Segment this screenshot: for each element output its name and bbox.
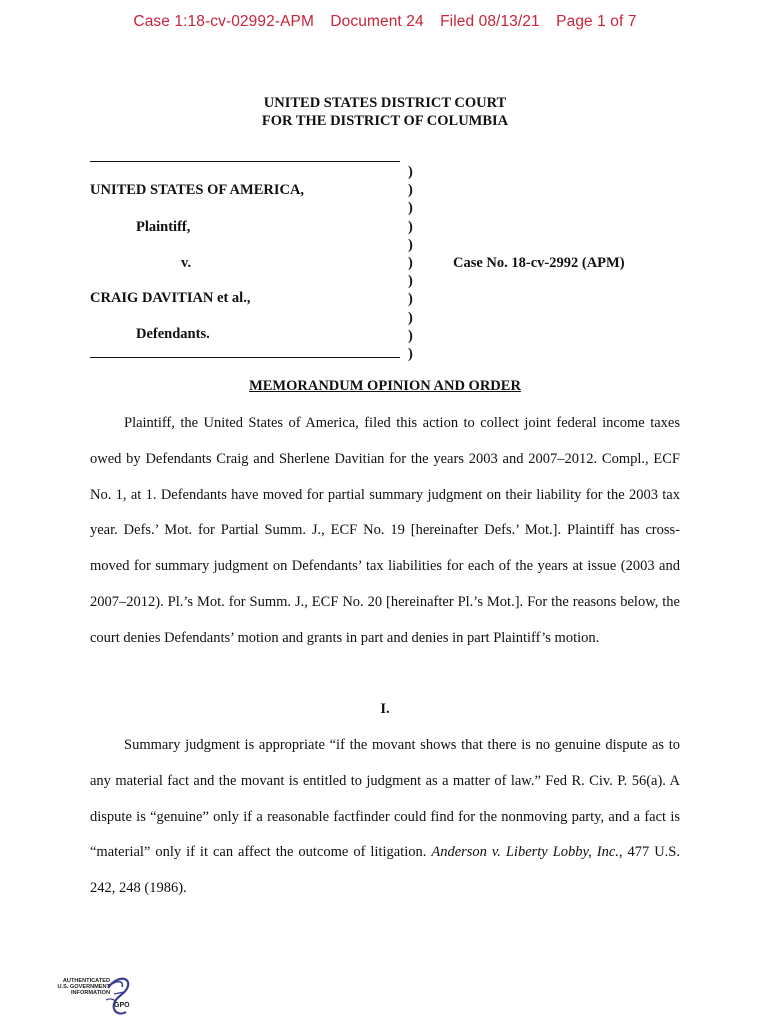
opinion-paragraph-2 [90,728,680,907]
gpo-seal-line-1: AUTHENTICATED [62,978,110,984]
caption-paren: ) [408,200,413,217]
paragraph-2-citation-tail: , 477 U.S. 242, 248 (1986). [90,844,680,897]
caption-paren: ) [408,273,413,290]
case-citation: Anderson v. Liberty Lobby, Inc. [431,844,619,861]
document-title: MEMORANDUM OPINION AND ORDER [249,378,521,394]
court-name-line-1: UNITED STATES DISTRICT COURT [263,95,507,111]
filed-date-stamp: Filed 08/13/21 [440,13,540,30]
caption-top-rule [90,161,400,162]
caption-paren: ) [408,291,413,308]
court-name-line-2: FOR THE DISTRICT OF COLUMBIA [261,113,509,129]
page-count-stamp: Page 1 of 7 [556,13,637,30]
section-heading: I. [380,701,390,717]
gpo-seal-line-3: INFORMATION [70,990,110,997]
caption-paren: ) [408,164,413,180]
case-number-stamp: Case 1:18-cv-02992-APM [133,13,314,30]
case-number: Case No. 18-cv-2992 (APM) [453,255,625,271]
plaintiff-name: UNITED STATES OF AMERICA, [90,182,305,198]
gpo-eagle-icon [44,972,134,1018]
caption-paren: ) [408,236,413,253]
gpo-authentication-seal [44,972,134,1018]
gpo-mark: GPO [114,1002,130,1009]
defendant-name: CRAIG DAVITIAN et al., [90,290,251,306]
document-number-stamp: Document 24 [330,13,424,30]
filing-header-stamp [0,13,770,31]
versus: v. [181,255,192,271]
caption-bottom-rule [90,357,400,358]
caption-paren: ) [408,345,413,362]
caption-paren: ) [408,182,413,199]
gpo-seal-line-2: U.S. GOVERNMENT [57,984,110,991]
defendant-role: Defendants. [136,326,210,342]
paragraph-2-text: Summary judgment is appropriate “if the movant shows that there is no genuine dispute as to any material fact and the movant is entitled to judgment as a matter of law.” Fed R. Civ. P. 56(a). A dispute is “genuine” only if a reasonable factfinder could find for the nonmoving party, and a fact is “material” only if it can affect the outcome of litigation. [90,737,680,861]
caption-paren: ) [408,327,413,344]
caption-paren: ) [408,218,413,235]
plaintiff-role: Plaintiff, [136,219,191,235]
caption-paren: ) [408,309,413,326]
court-name [0,94,770,130]
opinion-paragraph-1: Plaintiff, the United States of America, filed this action to collect joint federal income taxes owed by Defendants Craig and Sherlene Davitian for the years 2003 and 2007–2012. Compl., ECF No. 1, at 1. Defendants have moved for partial summary judgment on their liability for the 2003 tax year. Defs.’ Mot. for Partial Summ. J., ECF No. 19 [hereinafter Defs.’ Mot.]. Plaintiff has cross-moved for summary judgment on Defendants’ tax liabilities for each of the years at issue (2003 and 2007–2012). Pl.’s Mot. for Summ. J., ECF No. 20 [hereinafter Pl.’s Mot.]. For the reasons below, the court denies Defendants’ motion and grants in part and denies in part Plaintiff’s motion. [90,415,680,646]
caption-parentheses [408,163,413,363]
caption-paren: ) [408,254,413,271]
